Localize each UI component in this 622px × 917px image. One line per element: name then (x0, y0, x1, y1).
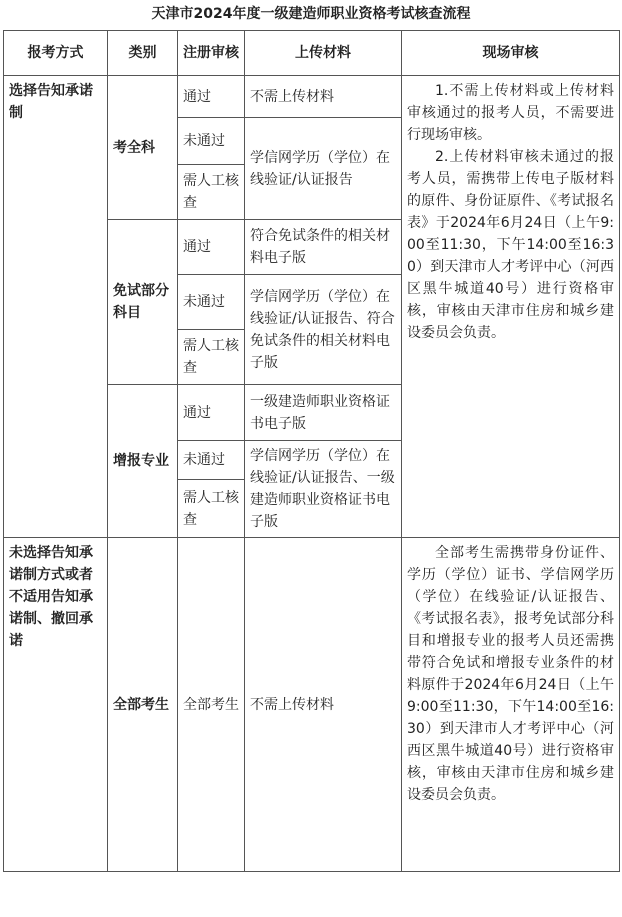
category-cell: 增报专业 (108, 385, 178, 538)
material-cell: 一级建造师职业资格证书电子版 (245, 385, 402, 441)
table-row (4, 538, 620, 872)
method-cell-no-commitment: 未选择告知承诺制方式或者不适用告知承诺制、撤回承诺 (4, 538, 108, 872)
material-cell: 学信网学历（学位）在线验证/认证报告、一级建造师职业资格证书电子版 (245, 441, 402, 538)
audit-cell: 通过 (178, 220, 245, 275)
table-row (4, 76, 620, 118)
category-cell: 免试部分科目 (108, 220, 178, 385)
method-cell-commitment: 选择告知承诺制 (4, 76, 108, 538)
audit-cell: 通过 (178, 76, 245, 118)
material-cell: 不需上传材料 (245, 76, 402, 118)
header-audit: 注册审核 (178, 31, 245, 76)
audit-cell: 通过 (178, 385, 245, 441)
audit-cell: 需人工核查 (178, 480, 245, 538)
audit-cell: 全部考生 (178, 538, 245, 872)
material-cell: 学信网学历（学位）在线验证/认证报告 (245, 118, 402, 220)
header-method: 报考方式 (4, 31, 108, 76)
audit-cell: 需人工核查 (178, 165, 245, 220)
page-title: 天津市2024年度一级建造师职业资格考试核查流程 (151, 6, 471, 22)
onsite-cell-commitment (402, 76, 620, 538)
header-category: 类别 (108, 31, 178, 76)
process-table (3, 30, 620, 872)
category-cell: 考全科 (108, 76, 178, 220)
material-cell: 学信网学历（学位）在线验证/认证报告、符合免试条件的相关材料电子版 (245, 275, 402, 385)
material-cell: 符合免试条件的相关材料电子版 (245, 220, 402, 275)
header-onsite: 现场审核 (402, 31, 620, 76)
material-cell: 不需上传材料 (245, 538, 402, 872)
header-row (4, 31, 620, 76)
category-cell: 全部考生 (108, 538, 178, 872)
onsite-paragraph-2: 2.上传材料审核未通过的报考人员，需携带上传电子版材料的原件、身份证原件、《考试报名表》于2024年6月24日（上午9:00至11:30，下午14:00至16:30）到天津市人才考评中心（河西区黑牛城道40号）进行资格审核，审核由天津市住房和城乡建设委员会负责。 (407, 149, 614, 341)
audit-cell: 未通过 (178, 118, 245, 165)
onsite-paragraph-1: 1.不需上传材料或上传材料审核通过的报考人员，不需要进行现场审核。 (407, 83, 614, 143)
audit-cell: 未通过 (178, 275, 245, 330)
onsite-cell-no-commitment (402, 538, 620, 872)
onsite-paragraph: 全部考生需携带身份证件、学历（学位）证书、学信网学历（学位）在线验证/认证报告、《考试报名表》，报考免试部分科目和增报专业的报考人员还需携带符合免试和增报专业条件的材料原件于2024年6月24日（上午9:00至11:30，下午14:00至16:30）到天津市人才考评中心（河西区黑牛城道40号）进行资格审核，审核由天津市住房和城乡建设委员会负责。 (407, 545, 614, 803)
header-material: 上传材料 (245, 31, 402, 76)
audit-cell: 需人工核查 (178, 330, 245, 385)
audit-cell: 未通过 (178, 441, 245, 480)
